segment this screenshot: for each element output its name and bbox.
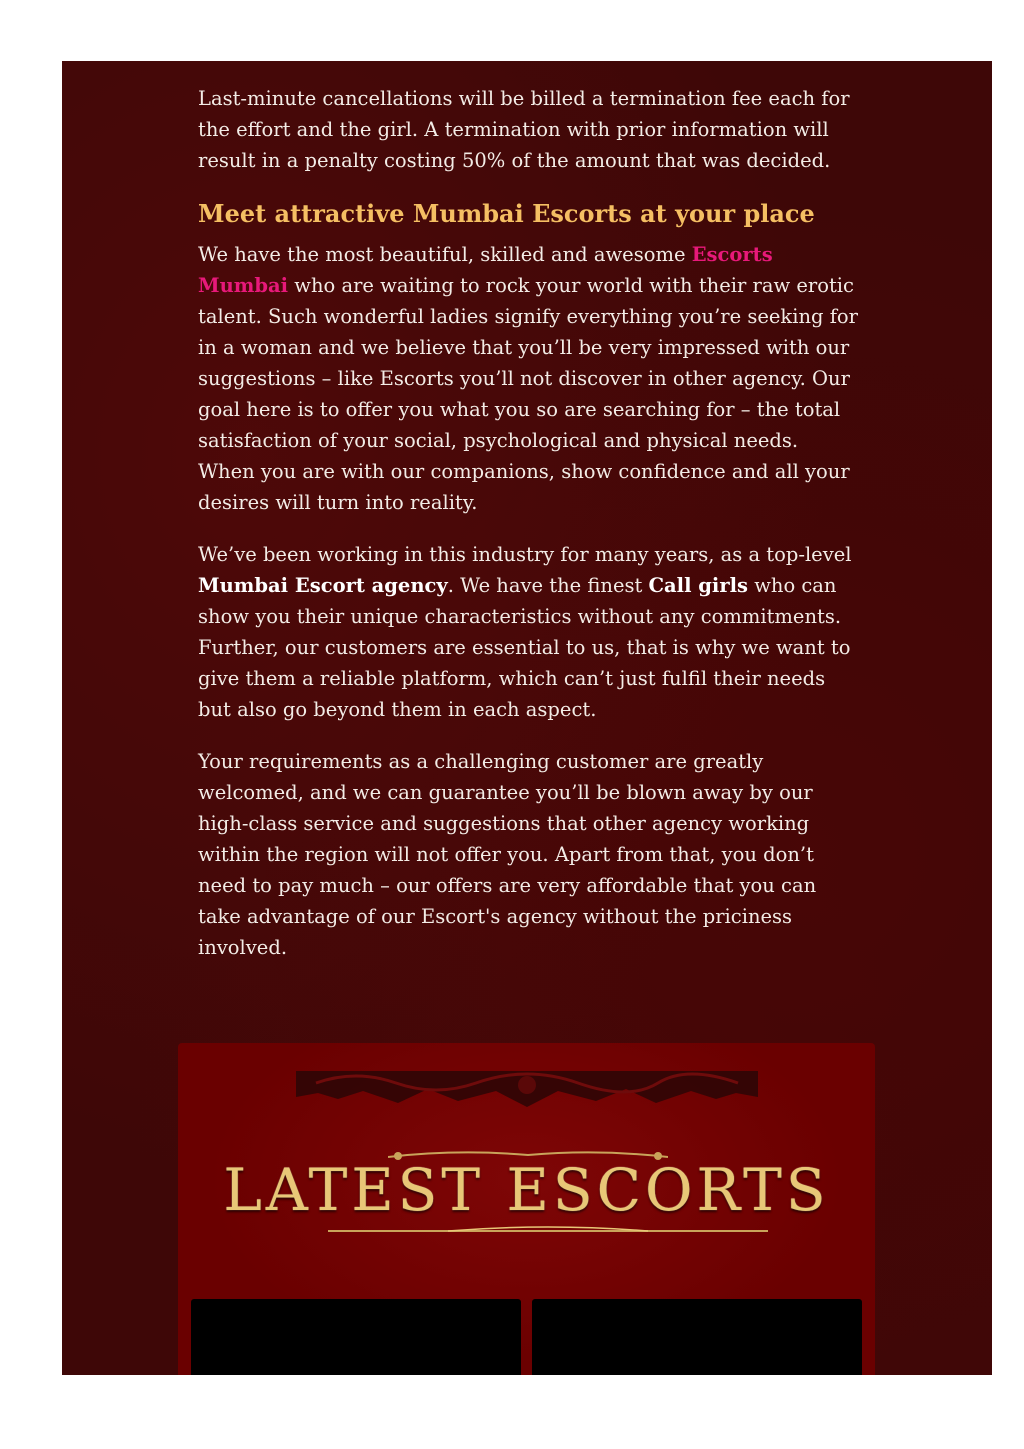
requirements-paragraph: Your requirements as a challenging customer are greatly welcomed, and we can guarantee you’ll be blown away by our high-class service and suggestions that other agency working within the region will not offer you. Apart from that, you don’t need to pay much – our offers are very affordable that you can take advantage of our Escort's agency without the priciness involved. — [198, 750, 817, 959]
escort-card-left[interactable] — [191, 1299, 521, 1375]
industry-text-end: who can show you their unique characteristics without any commitments. Further, our customers are essential to us, that is why we want to give them a reliable platform, which can’t just fulfil their needs but also go beyond them in each aspect. — [198, 574, 851, 721]
call-girls-bold-text: Call girls — [648, 574, 748, 597]
escorts-mumbai-link[interactable]: Escorts Mumbai — [198, 243, 773, 297]
flourish-bottom-icon — [328, 1225, 768, 1237]
industry-text-start: We’ve been working in this industry for many years, as a top-level — [198, 543, 852, 566]
latest-escorts-panel — [178, 1043, 875, 1375]
agency-bold-text: Mumbai Escort agency — [198, 574, 448, 597]
cancellation-paragraph: Last-minute cancellations will be billed a termination fee each for the effort and the girl. A termination with prior information will result in a penalty costing 50% of the amount that was decided. — [198, 87, 850, 172]
industry-paragraph — [198, 539, 858, 725]
intro-text-end: who are waiting to rock your world with their raw erotic talent. Such wonderful ladies signify everything you’re seeking for in a woman and we believe that you’ll be very impressed with our suggestions – like Escorts you’ll not discover in other agency. Our goal here is to offer you what you so are searching for – the total satisfaction of your social, psychological and physical needs. When you are with our companions, show confidence and all your desires will turn into reality. — [198, 274, 858, 514]
intro-text-start: We have the most beautiful, skilled and awesome — [198, 243, 692, 266]
ornament-banner-icon — [296, 1063, 758, 1111]
section-heading: Meet attractive Mumbai Escorts at your place — [198, 199, 815, 228]
escort-card-right[interactable] — [532, 1299, 862, 1375]
article-body — [198, 83, 858, 984]
page-background — [62, 61, 992, 1375]
intro-paragraph — [198, 239, 858, 518]
industry-text-middle: . We have the finest — [447, 574, 649, 597]
latest-escorts-title: LATEST ESCORTS — [223, 1156, 830, 1224]
